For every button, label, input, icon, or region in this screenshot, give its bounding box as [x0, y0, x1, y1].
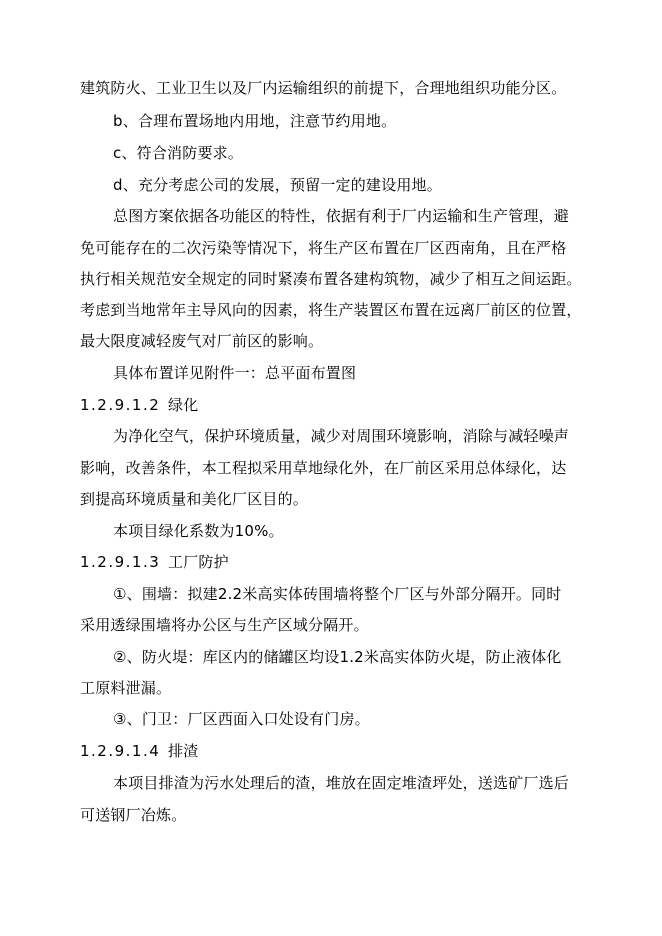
body-text-line: 本项目绿化系数为10%。 [113, 522, 284, 540]
list-item-d: d、充分考虑公司的发展，预留一定的建设用地。 [113, 176, 442, 194]
section-title: 排渣 [168, 742, 199, 760]
body-text-line: 考虑到当地常年主导风向的因素，将生产装置区布置在远离厂前区的位置， [80, 301, 582, 319]
section-heading-slag [80, 741, 198, 761]
body-text-line: 免可能存在的二次污染等情况下，将生产区布置在厂区西南角，且在严格 [80, 239, 567, 257]
body-text-line: 为净化空气，保护环境质量，减少对周围环境影响，消除与减轻噪声 [113, 427, 570, 445]
section-heading-greening [80, 395, 198, 415]
section-heading-protection [80, 552, 229, 572]
body-text-line: 本项目排渣为污水处理后的渣，堆放在固定堆渣坪处，送选矿厂选后 [113, 774, 570, 792]
list-item-gatehouse: ③、门卫：厂区西面入口处设有门房。 [113, 710, 370, 728]
list-item-b: b、合理布置场地内用地，注意节约用地。 [113, 112, 397, 130]
body-text-line: 具体布置详见附件一：总平面布置图 [113, 364, 357, 382]
body-text-line: 执行相关规范安全规定的同时紧凑布置各建构筑物，减少了相互之间运距。 [80, 270, 582, 288]
section-number: 1.2.9.1.3 [80, 553, 161, 571]
body-text-line: 影响，改善条件，本工程拟采用草地绿化外，在厂前区采用总体绿化，达 [80, 459, 567, 477]
section-number: 1.2.9.1.4 [80, 742, 161, 760]
section-title: 工厂防护 [168, 553, 229, 571]
body-text-line: 到提高环境质量和美化厂区目的。 [80, 490, 309, 508]
body-text-line: 总图方案依据各功能区的特性，依据有利于厂内运输和生产管理，避 [113, 207, 570, 225]
section-number: 1.2.9.1.2 [80, 396, 161, 414]
list-item-c: c、符合消防要求。 [113, 144, 244, 162]
body-text-line: 采用透绿围墙将办公区与生产区域分隔开。 [80, 616, 369, 634]
body-text-line: 建筑防火、工业卫生以及厂内运输组织的前提下，合理地组织功能分区。 [80, 79, 567, 97]
body-text-line: 工原料泄漏。 [80, 679, 172, 697]
section-title: 绿化 [168, 396, 199, 414]
body-text-line: 最大限度减轻废气对厂前区的影响。 [80, 332, 324, 350]
body-text-line: 可送钢厂冶炼。 [80, 806, 187, 824]
list-item-wall: ①、围墙：拟建2.2米高实体砖围墙将整个厂区与外部分隔开。同时 [113, 585, 562, 603]
list-item-firewall: ②、防火堤：库区内的储罐区均设1.2米高实体防火堤，防止液体化 [113, 648, 562, 666]
